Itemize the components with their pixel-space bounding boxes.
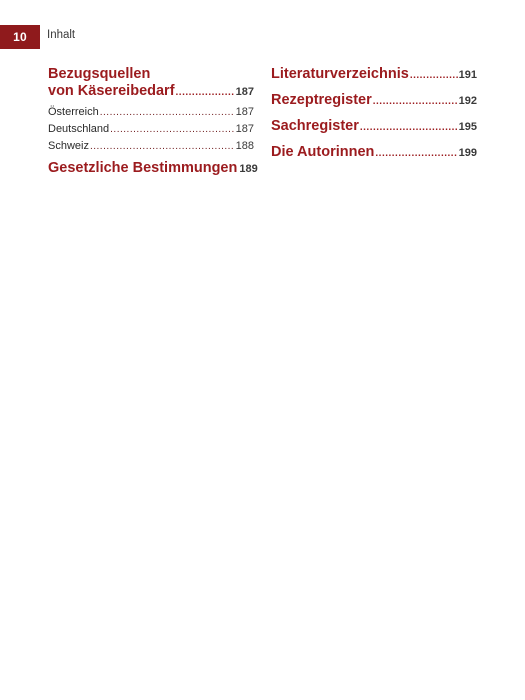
toc-entry-rezeptregister[interactable]	[271, 92, 477, 110]
toc-entry-page: 191	[458, 69, 477, 81]
toc-subentry-page: 187	[235, 106, 254, 118]
toc-entry-title: Rezeptregister	[271, 92, 372, 108]
toc-subentry-page: 188	[235, 140, 254, 152]
toc-entry-bezugsquellen[interactable]	[48, 83, 254, 101]
page-number-badge	[0, 25, 40, 49]
toc-entry-page: 187	[235, 86, 254, 98]
dot-leader	[360, 119, 458, 136]
dot-leader	[410, 67, 458, 84]
toc-entry-page: 189	[239, 163, 258, 175]
toc-subentry-title: Österreich	[48, 106, 99, 118]
dot-leader	[110, 121, 234, 138]
toc-subentry-oesterreich[interactable]	[48, 104, 254, 121]
toc-entry-page: 199	[458, 147, 477, 159]
toc-entry-title: von Käsereibedarf	[48, 83, 175, 99]
dot-leader	[375, 145, 457, 162]
page-number: 10	[13, 30, 27, 44]
toc-left-column	[48, 66, 258, 178]
toc-entry-title: Literaturverzeichnis	[271, 66, 409, 82]
toc-subentry-title: Deutschland	[48, 123, 110, 135]
toc-entry-gesetzliche-bestimmungen[interactable]	[48, 160, 258, 178]
toc-entry-sachregister[interactable]	[271, 118, 477, 136]
toc-right-column	[271, 66, 477, 162]
toc-subentry-schweiz[interactable]	[48, 138, 254, 155]
toc-entry-page: 192	[458, 95, 477, 107]
running-header: Inhalt	[47, 29, 76, 41]
toc-subentry-page: 187	[235, 123, 254, 135]
dot-leader	[176, 84, 235, 101]
toc-subentry-title: Schweiz	[48, 140, 89, 152]
dot-leader	[90, 138, 235, 155]
toc-entry-title: Gesetzliche Bestimmungen	[48, 160, 238, 176]
toc-entry-die-autorinnen[interactable]	[271, 144, 477, 162]
dot-leader	[100, 104, 235, 121]
toc-entry-title: Die Autorinnen	[271, 144, 375, 160]
toc-subentry-deutschland[interactable]	[48, 121, 254, 138]
dot-leader	[373, 93, 458, 110]
toc-entry-literaturverzeichnis[interactable]	[271, 66, 477, 84]
toc-entry-bezugsquellen-line1[interactable]: Bezugsquellen	[48, 66, 151, 82]
toc-entry-title: Sachregister	[271, 118, 359, 134]
toc-entry-page: 195	[458, 121, 477, 133]
